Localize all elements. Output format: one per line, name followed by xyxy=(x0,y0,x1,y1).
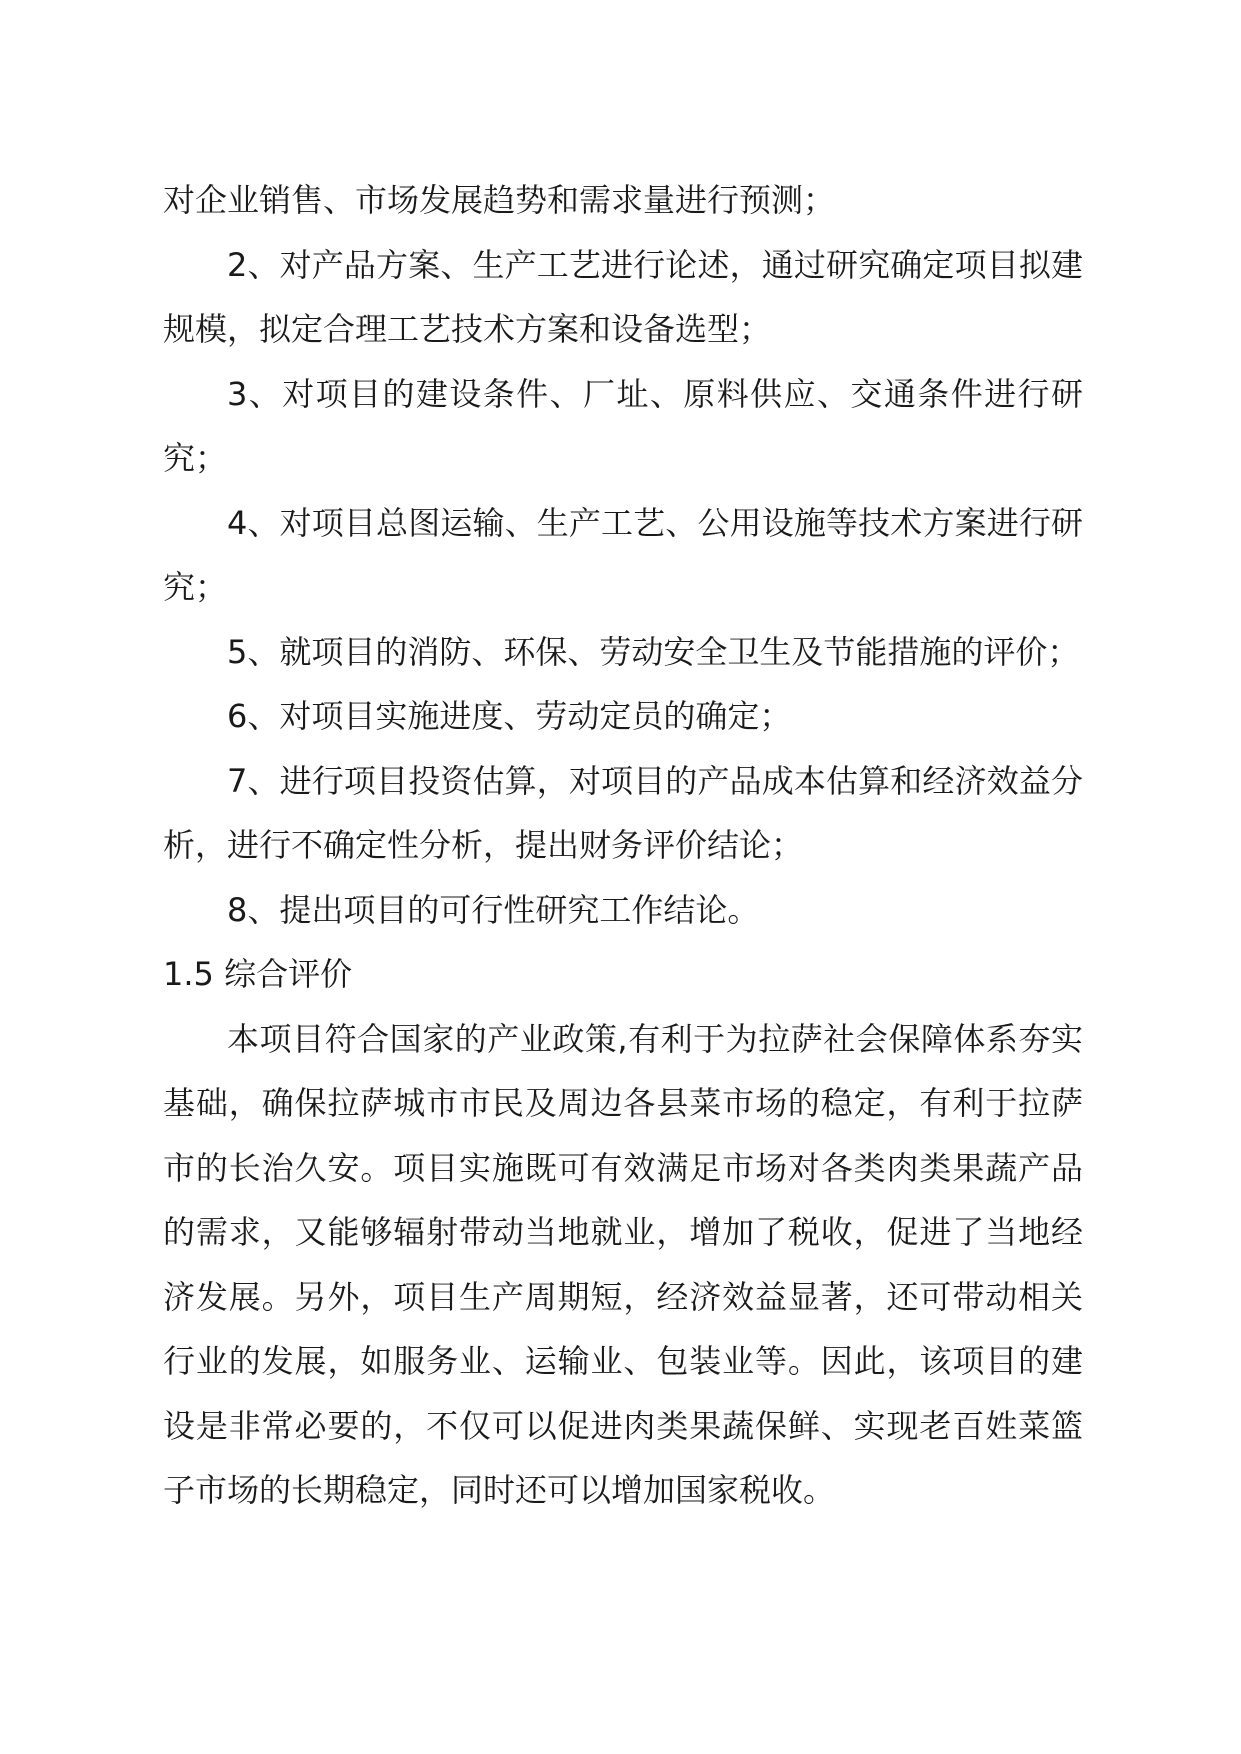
paragraph-item-8: 8、提出项目的可行性研究工作结论。 xyxy=(227,890,760,929)
paragraph-item-6: 6、对项目实施进度、劳动定员的确定； xyxy=(227,697,792,735)
paragraph-evaluation: 本项目符合国家的产业政策,有利于为拉萨社会保障体系夯实基础，确保拉萨城市市民及周边各县菜市场的稳定，有利于拉萨市的长治久安。项目实施既可有效满足市场对各类肉类果蔬产品的需求，又能够辐射带动当地就业，增加了税收，促进了当地经济发展。另外，项目生产周期短，经济效益显著，还可带动相关行业的发展，如服务业、运输业、包装业等。因此，该项目的建设是非常必要的，不仅可以促进肉类果蔬保鲜、实现老百姓菜篮子市场的长期稳定，同时还可以增加国家税收。 xyxy=(163,1019,1083,1509)
paragraph-item-5: 5、就项目的消防、环保、劳动安全卫生及节能措施的评价； xyxy=(227,632,1080,671)
paragraph-item-3: 3、对项目的建设条件、厂址、原料供应、交通条件进行研究； xyxy=(163,374,1083,477)
paragraph-item-7: 7、进行项目投资估算，对项目的产品成本估算和经济效益分析，进行不确定性分析，提出财务评价结论； xyxy=(163,761,1083,864)
paragraph-item-2: 2、对产品方案、生产工艺进行论述，通过研究确定项目拟建规模，拟定合理工艺技术方案和设备选型； xyxy=(163,245,1083,348)
section-heading: 1.5 综合评价 xyxy=(163,955,353,993)
paragraph-forecast: 对企业销售、市场发展趋势和需求量进行预测； xyxy=(163,181,836,219)
document-page xyxy=(163,168,1083,1523)
paragraph-item-4: 4、对项目总图运输、生产工艺、公用设施等技术方案进行研究； xyxy=(163,503,1083,606)
